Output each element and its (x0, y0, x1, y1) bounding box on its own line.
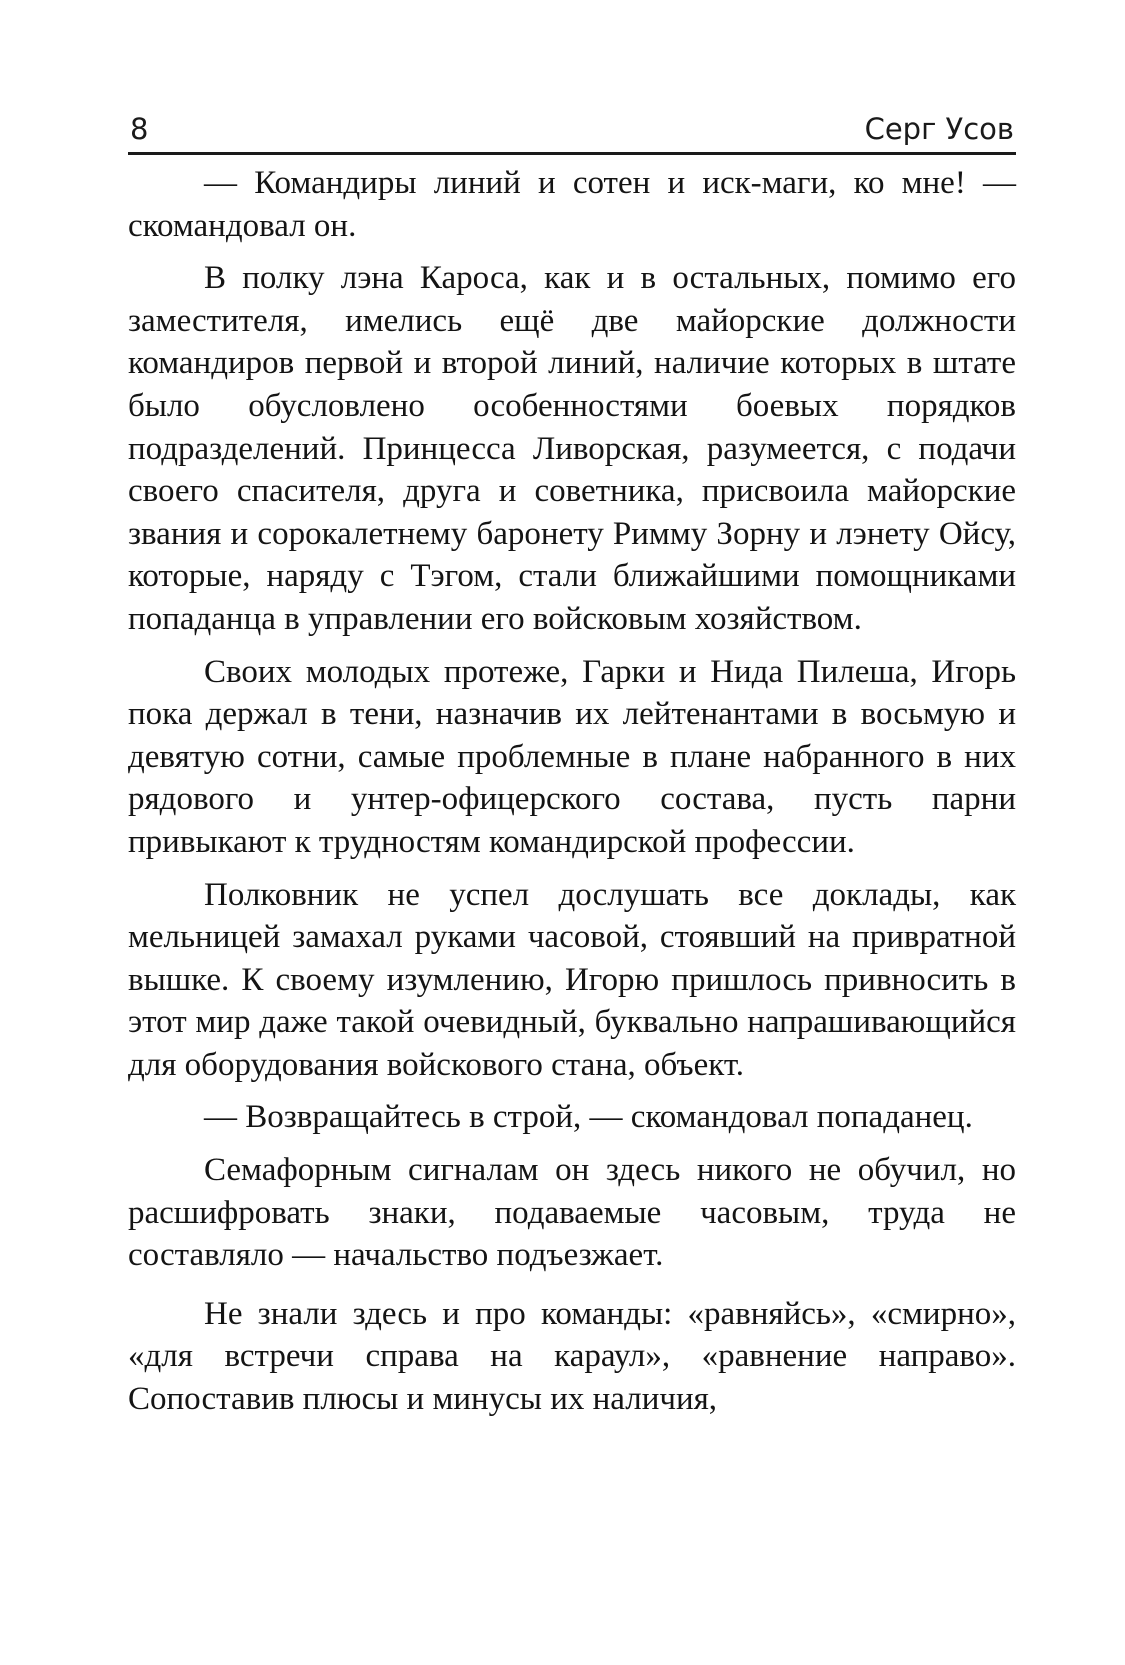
paragraph: Своих молодых протеже, Гарки и Нида Пилеша, Игорь пока держал в тени, назначив их лейтенантами в восьмую и девятую сотни, самые проблемные в плане набранного в них рядового и унтер-офицерского состава, пусть парни привыкают к трудностям командирской профессии. (128, 653, 1016, 860)
running-title: Серг Усов (864, 112, 1014, 146)
page-number: 8 (130, 112, 149, 146)
paragraph: Семафорным сигналам он здесь никого не обучил, но расшифровать знаки, подаваемые часовым, труда не составляло — начальство подъезжает. (128, 1152, 1016, 1274)
paragraph: Полковник не успел дослушать все доклады, как мельницей замахал руками часовой, стоявший на привратной вышке. К своему изумлению, Игорю пришлось привносить в этот мир даже такой очевидный, буквально напрашивающийся для оборудования войскового стана, объект. (128, 876, 1016, 1083)
header-rule (128, 152, 1016, 155)
running-head (128, 108, 1016, 156)
body-text (128, 162, 1016, 1421)
paragraph: — Командиры линий и сотен и иск-маги, ко мне! — скомандовал он. (128, 165, 1016, 244)
paragraph: В полку лэна Кароса, как и в остальных, помимо его заместителя, имелись ещё две майорские должности командиров первой и второй линий, наличие которых в штате было обусловлено особенностями боевых порядков подразделений. Принцесса Ливорская, разумеется, с подачи своего спасителя, друга и советника, присвоила майорские звания и сорокалетнему баронету Римму Зорну и лэнету Ойсу, которые, наряду с Тэгом, стали ближайшими помощниками попаданца в управлении его войсковым хозяйством. (128, 260, 1016, 637)
paragraph: Не знали здесь и про команды: «равняйсь», «смирно», «для встречи справа на караул», «равнение направо». Сопоставив плюсы и минусы их наличия, (128, 1295, 1016, 1418)
paragraph: — Возвращайтесь в строй, — скомандовал попаданец. (204, 1099, 973, 1136)
